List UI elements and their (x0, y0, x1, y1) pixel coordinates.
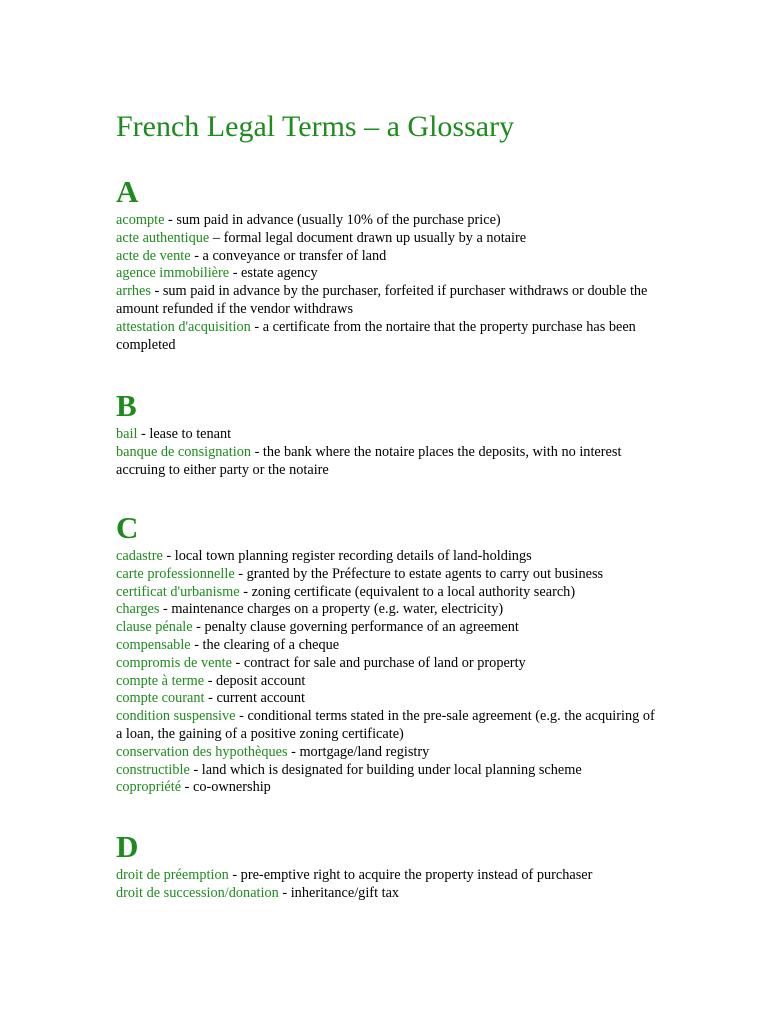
entry-definition: - maintenance charges on a property (e.g. water, electricity) (159, 601, 504, 618)
entry-definition: - estate agency (229, 265, 318, 282)
glossary-entry (116, 708, 656, 744)
glossary-entry (116, 673, 656, 691)
entry-definition: - sum paid in advance by the purchaser, forfeited if purchaser withdraws or double the amount refunded if the vendor withdraws (116, 283, 648, 317)
section-d-entries (116, 867, 656, 903)
page-title: French Legal Terms – a Glossary (116, 110, 515, 143)
glossary-entry (116, 584, 656, 602)
entry-definition: - the clearing of a cheque (190, 636, 340, 653)
entry-term: compromis de vente (116, 654, 232, 671)
entry-term: cadastre (116, 548, 163, 564)
entry-term: arrhes (116, 283, 151, 300)
glossary-entry (116, 744, 656, 762)
glossary-entry (116, 265, 656, 283)
glossary-entry (116, 619, 656, 637)
entry-term: droit de préemption (116, 867, 229, 883)
entry-term: acte de vente (116, 247, 191, 264)
entry-definition: - contract for sale and purchase of land or property (231, 654, 526, 671)
entry-term: charges (116, 601, 160, 618)
entry-term: compensable (116, 636, 191, 653)
entry-definition: - lease to tenant (137, 426, 232, 442)
glossary-entry (116, 283, 656, 319)
section-letter-d: D (116, 829, 139, 864)
glossary-entry (116, 601, 656, 619)
entry-term: carte professionnelle (116, 565, 235, 582)
entry-definition: - the bank where the notaire places the deposits, with no interest accruing to either party or the notaire (116, 443, 622, 478)
section-letter-c: C (116, 510, 139, 545)
entry-definition: - a conveyance or transfer of land (190, 247, 387, 264)
entry-term: conservation des hypothèques (116, 743, 288, 760)
entry-definition: - zoning certificate (equivalent to a local authority search) (239, 583, 576, 600)
entry-term: condition suspensive (116, 708, 236, 725)
entry-definition: - pre-emptive right to acquire the property instead of purchaser (228, 867, 593, 883)
glossary-entry (116, 655, 656, 673)
entry-term: droit de succession/donation (116, 884, 279, 901)
entry-term: banque de consignation (116, 443, 251, 460)
section-letter-b: B (116, 388, 137, 423)
entry-definition: - penalty clause governing performance of an agreement (192, 619, 519, 636)
section-c-entries (116, 548, 656, 797)
entry-term: compte à terme (116, 672, 205, 689)
glossary-entry (116, 637, 656, 655)
entry-definition: - land which is designated for building under local planning scheme (189, 761, 582, 778)
entry-definition: - local town planning register recording details of land-holdings (162, 548, 532, 564)
glossary-entry (116, 319, 656, 355)
glossary-entry (116, 548, 656, 566)
glossary-entry (116, 690, 656, 708)
section-a-entries (116, 212, 656, 354)
section-b-entries (116, 426, 656, 479)
glossary-entry (116, 885, 656, 903)
entry-definition: - inheritance/gift tax (278, 884, 400, 901)
glossary-entry (116, 779, 656, 797)
entry-term: constructible (116, 761, 190, 778)
entry-term: agence immobilière (116, 265, 230, 282)
entry-definition: - mortgage/land registry (287, 743, 430, 760)
glossary-entry (116, 444, 656, 480)
entry-definition: - current account (204, 690, 305, 707)
entry-definition: - granted by the Préfecture to estate agents to carry out business (234, 565, 604, 582)
entry-definition: - conditional terms stated in the pre-sale agreement (e.g. the acquiring of a loan, the gaining of a positive zoning certificate) (116, 708, 655, 742)
entry-term: attestation d'acquisition (116, 318, 251, 335)
entry-term: bail (116, 426, 138, 442)
entry-term: compte courant (116, 690, 205, 707)
glossary-entry (116, 248, 656, 266)
entry-definition: – formal legal document drawn up usually by a notaire (209, 229, 527, 246)
entry-term: clause pénale (116, 619, 193, 636)
entry-term: acte authentique (116, 229, 210, 246)
glossary-entry (116, 212, 656, 230)
entry-term: certificat d'urbanisme (116, 583, 240, 600)
glossary-entry (116, 566, 656, 584)
entry-term: copropriété (116, 779, 182, 796)
entry-term: acompte (116, 212, 165, 228)
glossary-entry (116, 426, 656, 444)
glossary-entry (116, 762, 656, 780)
entry-definition: - co-ownership (181, 779, 271, 796)
glossary-entry (116, 867, 656, 885)
entry-definition: - sum paid in advance (usually 10% of the purchase price) (164, 212, 501, 228)
section-letter-a: A (116, 174, 139, 209)
entry-definition: - deposit account (204, 672, 306, 689)
glossary-entry (116, 230, 656, 248)
entry-definition: - a certificate from the nortaire that the property purchase has been completed (116, 318, 636, 353)
